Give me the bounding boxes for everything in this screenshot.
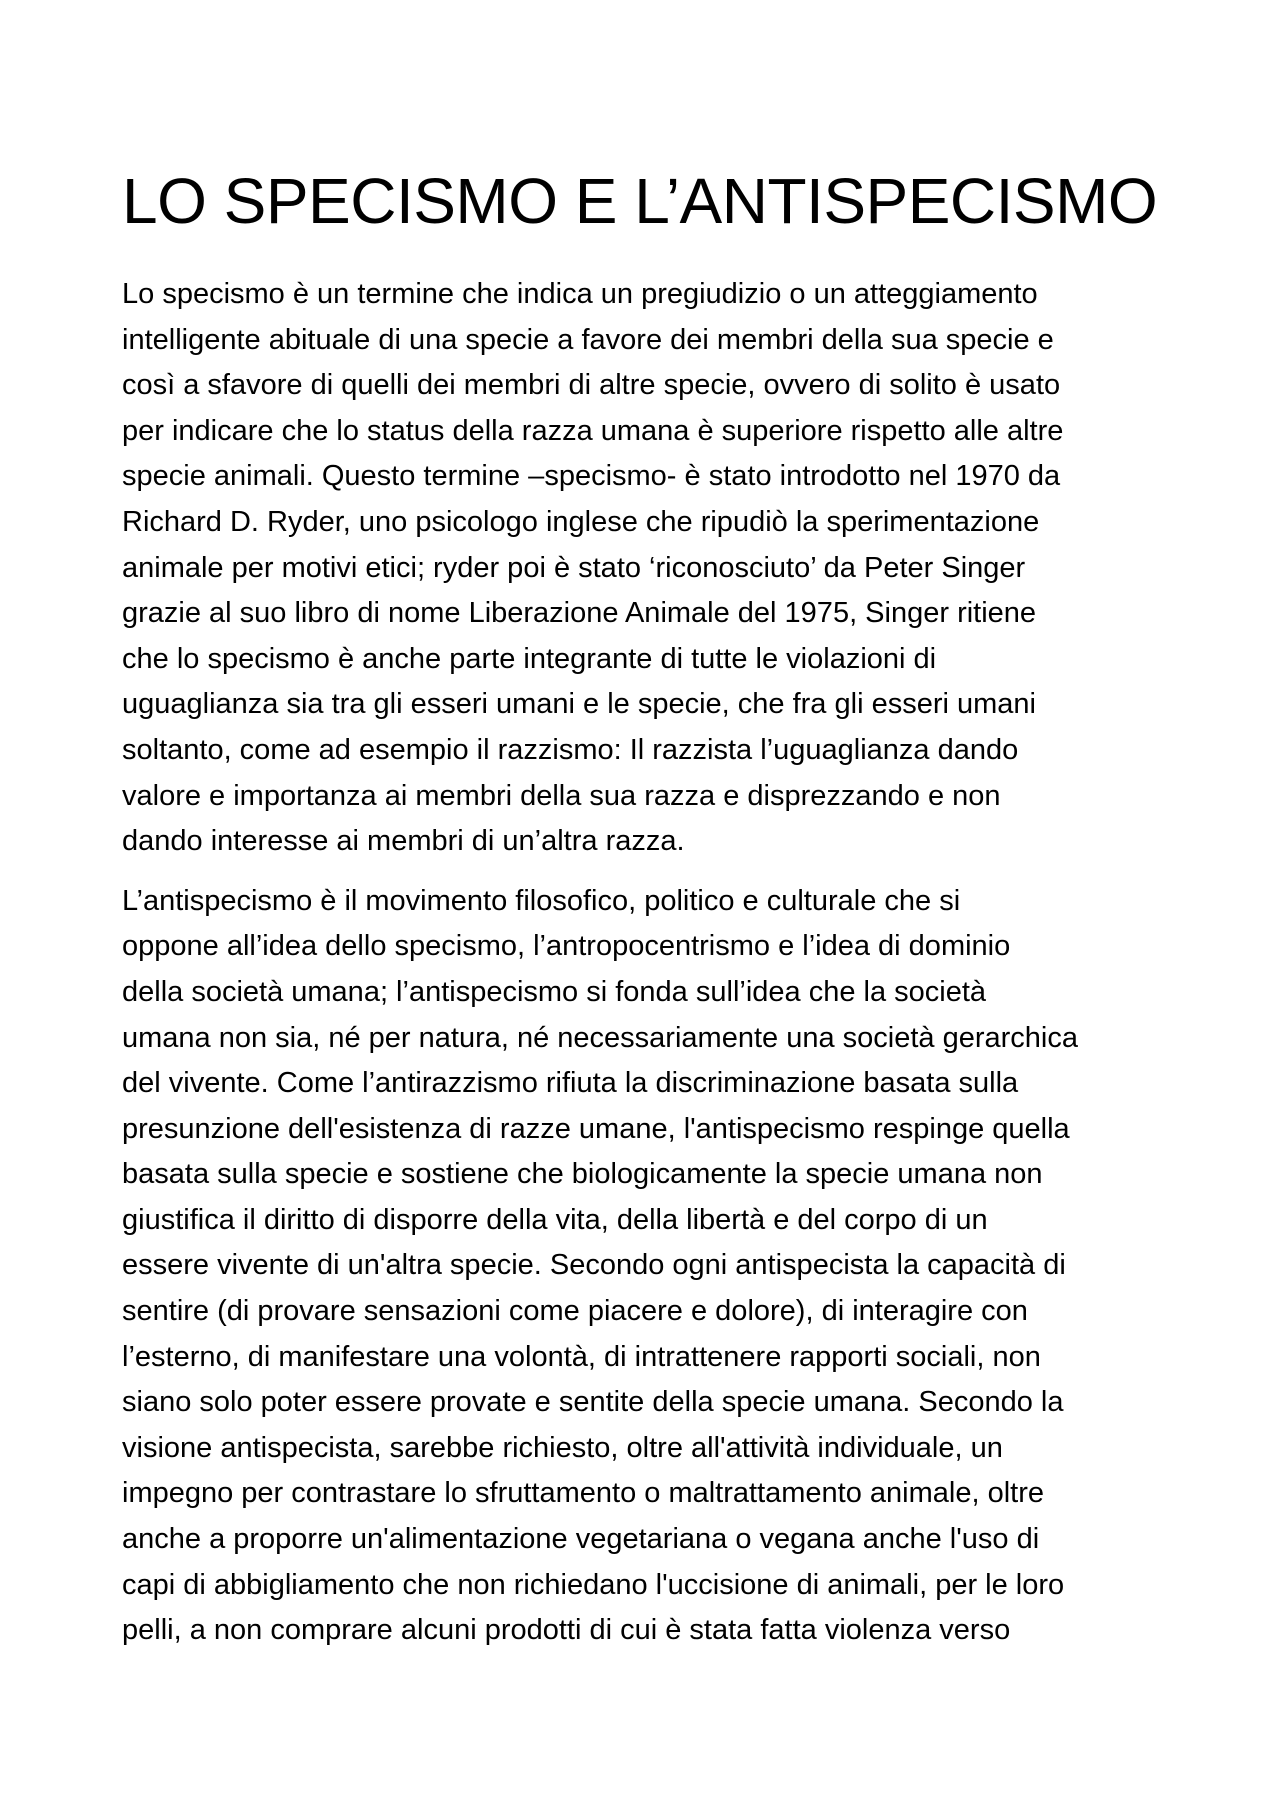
text-line: intelligente abituale di una specie a favore dei membri della sua specie e (122, 323, 1054, 356)
text-line: animale per motivi etici; ryder poi è stato ‘riconosciuto’ da Peter Singer (122, 551, 1026, 584)
text-line: pelli, a non comprare alcuni prodotti di cui è stata fatta violenza verso (122, 1614, 1011, 1647)
text-line: valore e importanza ai membri della sua razza e disprezzando e non (122, 779, 1001, 812)
text-line: sentire (di provare sensazioni come piacere e dolore), di interagire con (122, 1295, 1028, 1328)
text-line: soltanto, come ad esempio il razzismo: Il razzista l’uguaglianza dando (122, 733, 1019, 766)
text-line: visione antispecista, sarebbe richiesto, oltre all'attività individuale, un (122, 1431, 1003, 1464)
text-line: uguaglianza sia tra gli esseri umani e le specie, che fra gli esseri umani (122, 688, 1036, 721)
text-line: Richard D. Ryder, uno psicologo inglese che ripudiò la sperimentazione (122, 505, 1040, 538)
paragraph-specismo (122, 272, 1170, 865)
paragraph-antispecismo (122, 879, 1170, 1654)
text-line: basata sulla specie e sostiene che biologicamente la specie umana non (122, 1158, 1043, 1191)
text-line: giustifica il diritto di disporre della vita, della libertà e del corpo di un (122, 1203, 988, 1236)
text-line: per indicare che lo status della razza umana è superiore rispetto alle altre (122, 414, 1064, 447)
text-line: grazie al suo libro di nome Liberazione Animale del 1975, Singer ritiene (122, 597, 1037, 630)
text-line: del vivente. Come l’antirazzismo rifiuta la discriminazione basata sulla (122, 1067, 1019, 1100)
text-line: l’esterno, di manifestare una volontà, di intrattenere rapporti sociali, non (122, 1340, 1041, 1373)
text-line: umana non sia, né per natura, né necessariamente una società gerarchica (122, 1021, 1078, 1054)
text-line: essere vivente di un'altra specie. Secondo ogni antispecista la capacità di (122, 1249, 1066, 1282)
text-line: oppone all’idea dello specismo, l’antropocentrismo e l’idea di dominio (122, 930, 1011, 963)
page-title: LO SPECISMO E L’ANTISPECISMO (122, 165, 1158, 237)
text-line: Lo specismo è un termine che indica un pregiudizio o un atteggiamento (122, 278, 1038, 310)
text-line: specie animali. Questo termine –specismo- è stato introdotto nel 1970 da (122, 460, 1061, 493)
text-line: L’antispecismo è il movimento filosofico, politico e culturale che si (122, 884, 961, 917)
text-line: della società umana; l’antispecismo si fonda sull’idea che la società (122, 975, 987, 1008)
text-line: che lo specismo è anche parte integrante di tutte le violazioni di (122, 642, 937, 675)
text-line: anche a proporre un'alimentazione vegetariana o vegana anche l'uso di (122, 1523, 1040, 1556)
text-line: così a sfavore di quelli dei membri di altre specie, ovvero di solito è usato (122, 369, 1061, 402)
text-line: capi di abbigliamento che non richiedano l'uccisione di animali, per le loro (122, 1568, 1065, 1601)
text-line: presunzione dell'esistenza di razze umane, l'antispecismo respinge quella (122, 1112, 1070, 1145)
text-line: siano solo poter essere provate e sentite della specie umana. Secondo la (122, 1386, 1064, 1419)
text-line: impegno per contrastare lo sfruttamento o maltrattamento animale, oltre (122, 1477, 1045, 1510)
text-line: dando interesse ai membri di un’altra razza. (122, 825, 685, 858)
document-body (122, 160, 1170, 1668)
